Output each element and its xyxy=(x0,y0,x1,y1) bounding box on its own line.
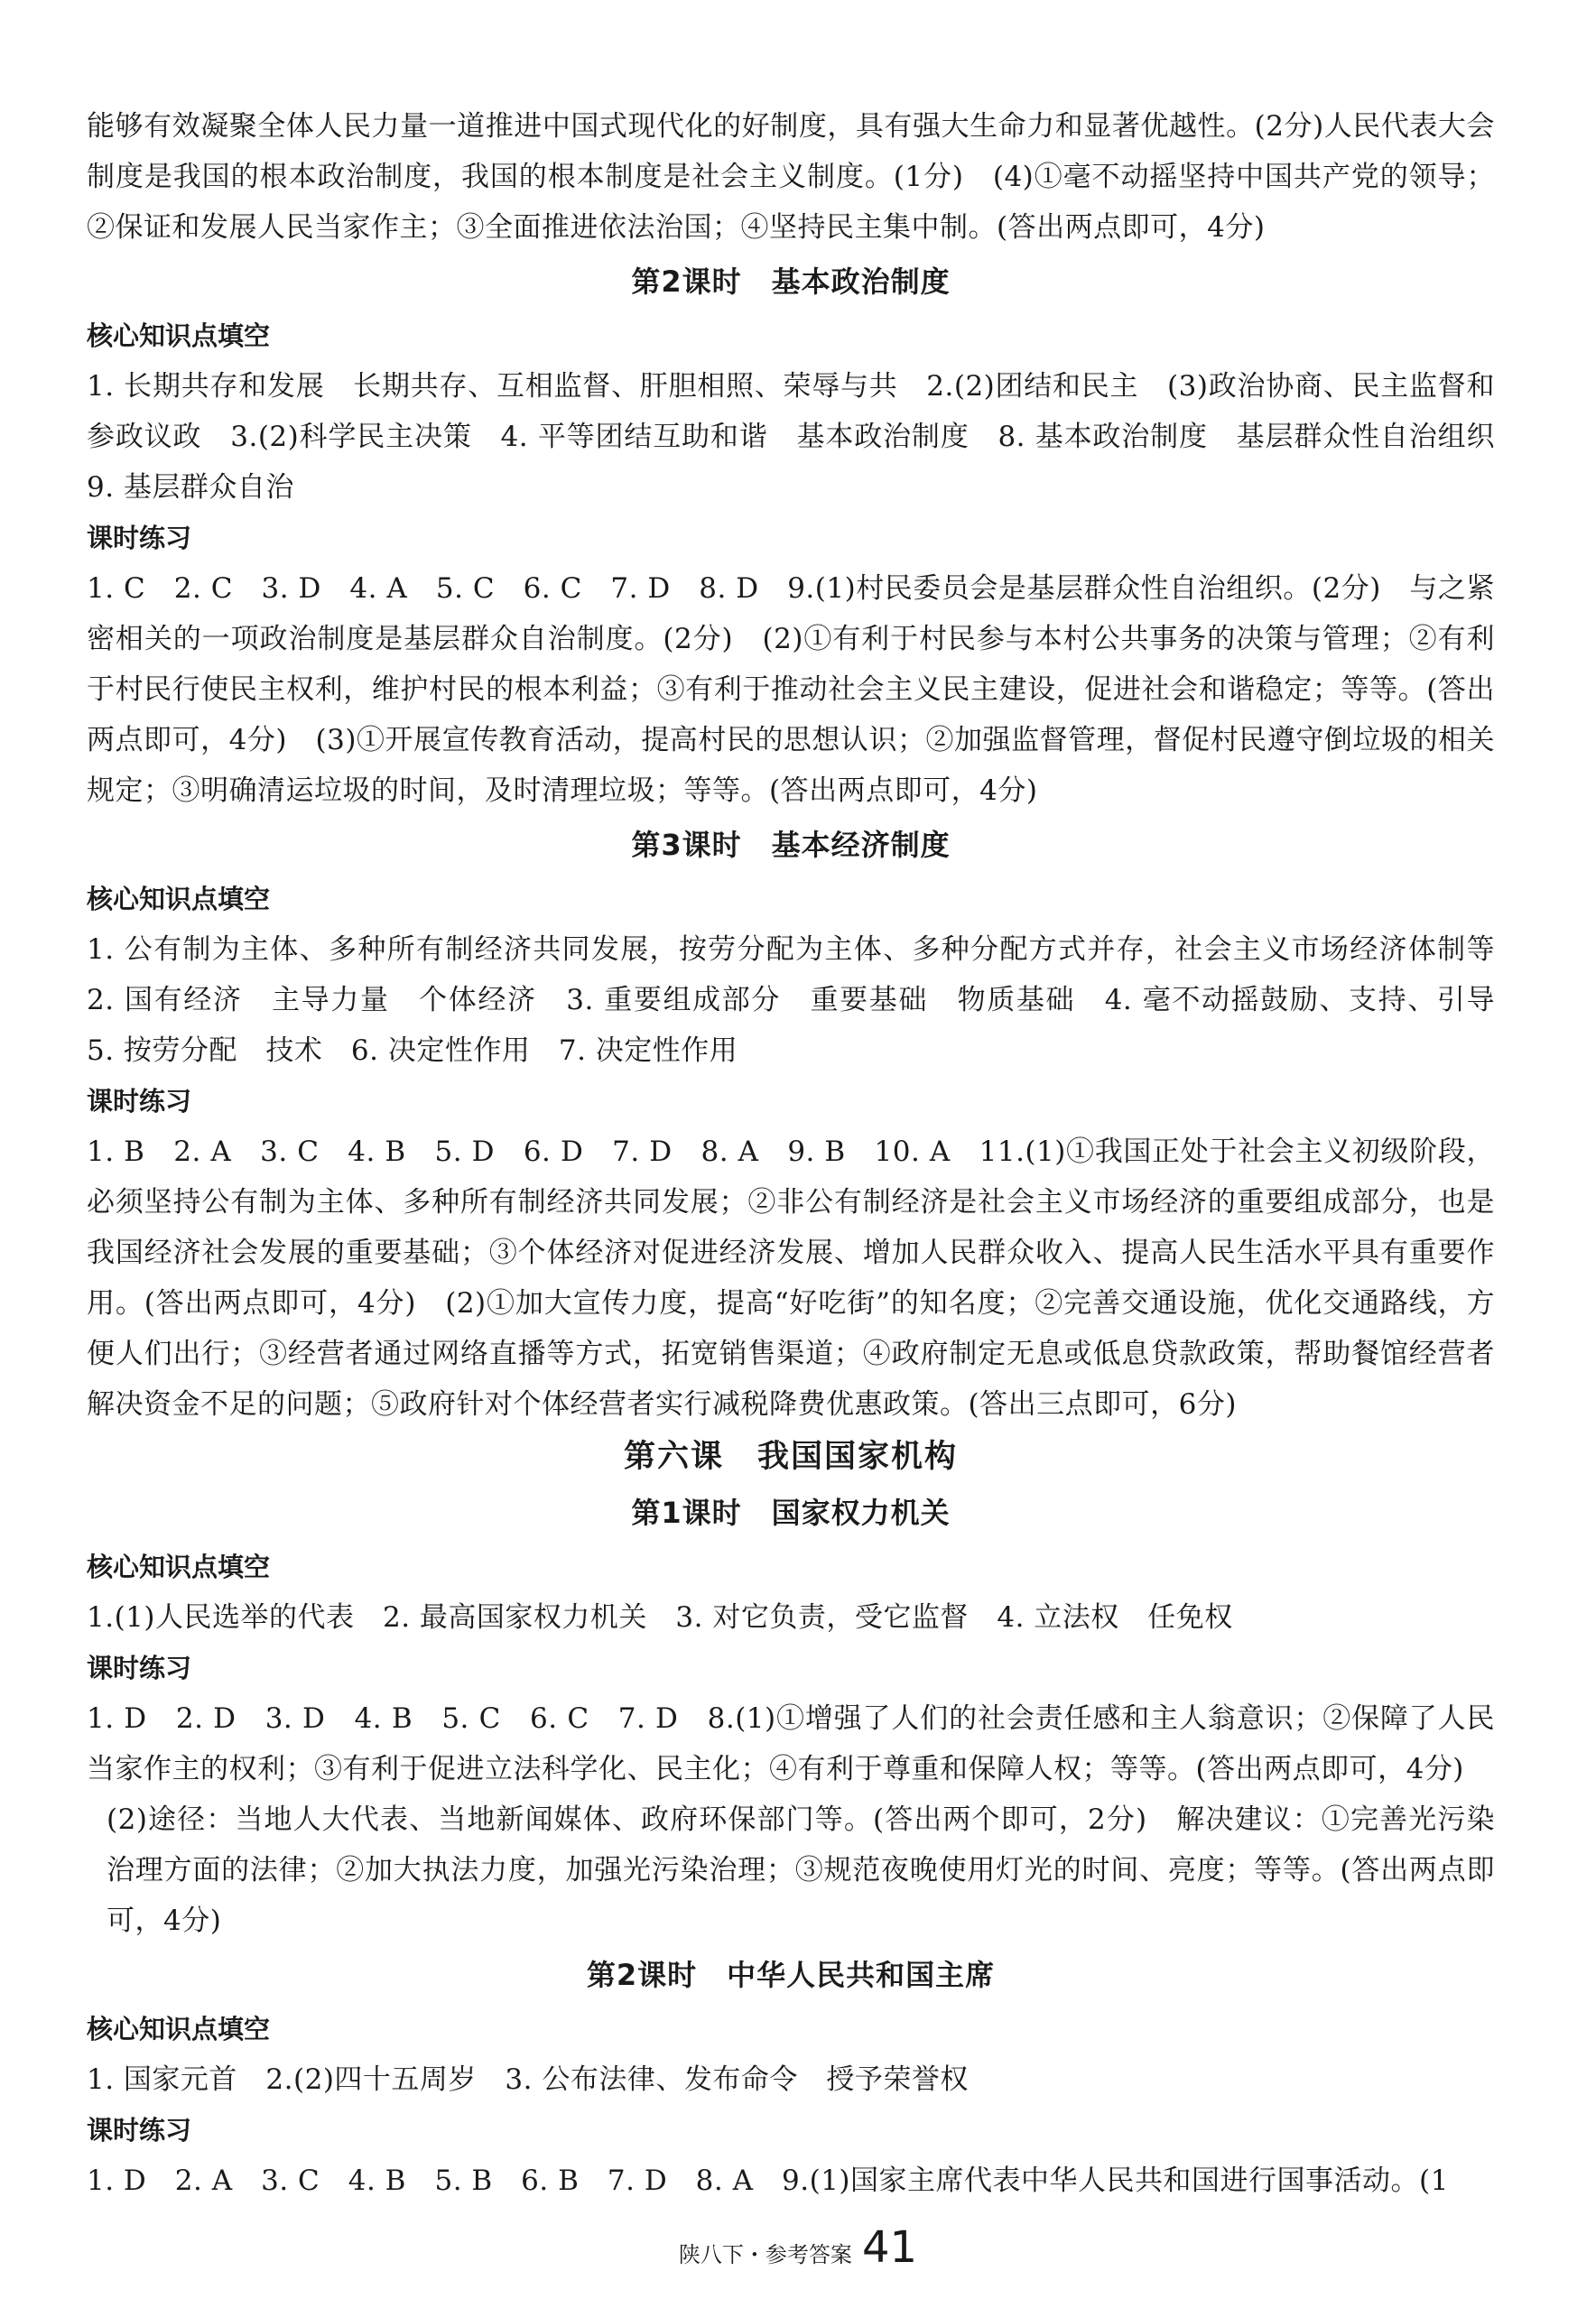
fill-in-answers: 1.(1)人民选举的代表 2. 最高国家权力机关 3. 对它负责，受它监督 4. 立法权 任免权 xyxy=(87,1601,1233,1634)
fill-in-answers: 1. 公有制为主体、多种所有制经济共同发展，按劳分配为主体、多种分配方式并存，社会主义市场经济体制等 2. 国有经济 主导力量 个体经济 3. 重要组成部分 重要基础 物质基础 4. 毫不动摇鼓励、支持、引导 5. 按劳分配 技术 6. 决定性作用 7. 决定性作用 xyxy=(87,933,1524,1067)
lesson-title: 第2课时 中华人民共和国主席 xyxy=(586,1958,996,1992)
fill-in-label: 核心知识点填空 xyxy=(87,320,271,351)
practice-label: 课时练习 xyxy=(87,1086,192,1117)
page-number: 41 xyxy=(862,2222,918,2273)
fill-in-label: 核心知识点填空 xyxy=(87,1552,271,1582)
practice-answers: 1. D 2. D 3. D 4. B 5. C 6. C 7. D 8.(1)①增强了人们的社会责任感和主人翁意识；②保障了人民当家作主的权利；③有利于促进立法科学化、民主化；④有利于尊重和保障人权；等等。(答出两点即可，4分) xyxy=(87,1702,1496,1785)
fill-in-answers: 1. 长期共存和发展 长期共存、互相监督、肝胆相照、荣辱与共 2.(2)团结和民主 (3)政治协商、民主监督和参政议政 3.(2)科学民主决策 4. 平等团结互助和谐 基本政治制度 8. 基本政治制度 基层群众性自治组织 9. 基层群众自治 xyxy=(87,370,1524,504)
fill-in-label: 核心知识点填空 xyxy=(87,884,271,914)
chapter-title: 第六课 我国国家机构 xyxy=(623,1439,958,1475)
fill-in-label: 核心知识点填空 xyxy=(87,2014,271,2044)
practice-label: 课时练习 xyxy=(87,2115,192,2146)
practice-label: 课时练习 xyxy=(87,523,192,553)
practice-label: 课时练习 xyxy=(87,1653,192,1683)
practice-answers: 1. D 2. A 3. C 4. B 5. B 6. B 7. D 8. A 9.(1)国家主席代表中华人民共和国进行国事活动。(1 xyxy=(87,2165,1449,2197)
fill-in-answers: 1. 国家元首 2.(2)四十五周岁 3. 公布法律、发布命令 授予荣誉权 xyxy=(87,2063,969,2096)
page-footer xyxy=(0,2222,1596,2273)
lesson-title: 第2课时 基本政治制度 xyxy=(631,264,951,299)
lesson-title: 第3课时 基本经济制度 xyxy=(631,828,951,862)
practice-answers: 1. C 2. C 3. D 4. A 5. C 6. C 7. D 8. D 9.(1)村民委员会是基层群众性自治组织。(2分) 与之紧密相关的一项政治制度是基层群众自治制度。(2分) (2)①有利于村民参与本村公共事务的决策与管理；②有利于村民行使民主权利，维护村民的根本利益；③有利于推动社会主义民主建设，促进社会和谐稳定；等等。(答出两点即可，4分) (3)①开展宣传教育活动，提高村民的思想认识；②加强监督管理，督促村民遵守倒垃圾的相关规定；③明确清运垃圾的时间，及时清理垃圾；等等。(答出两点即可，4分) xyxy=(87,572,1495,807)
practice-answers: 1. B 2. A 3. C 4. B 5. D 6. D 7. D 8. A 9. B 10. A 11.(1)①我国正处于社会主义初级阶段，必须坚持公有制为主体、多种所有制经济共同发展；②非公有制经济是社会主义市场经济的重要组成部分，也是我国经济社会发展的重要基础；③个体经济对促进经济发展、增加人民群众收入、提高人民生活水平具有重要作用。(答出两点即可，4分) (2)①加大宣传力度，提高“好吃街”的知名度；②完善交通设施，优化交通路线，方便人们出行；③经营者通过网络直播等方式，拓宽销售渠道；④政府制定无息或低息贷款政策，帮助餐馆经营者解决资金不足的问题；⑤政府针对个体经营者实行减税降费优惠政策。(答出三点即可，6分) xyxy=(87,1136,1495,1421)
footer-label: 陕八下・参考答案 xyxy=(678,2242,852,2267)
practice-answers-continued: (2)途径：当地人大代表、当地新闻媒体、政府环保部门等。(答出两个即可，2分) 解决建议：①完善光污染治理方面的法律；②加大执法力度，加强光污染治理；③规范夜晚使用灯光的时间、亮度；等等。(答出两点即可，4分) xyxy=(107,1803,1495,1937)
intro-paragraph: 能够有效凝聚全体人民力量一道推进中国式现代化的好制度，具有强大生命力和显著优越性。(2分)人民代表大会制度是我国的根本政治制度，我国的根本制度是社会主义制度。(1分) (4)①毫不动摇坚持中国共产党的领导；②保证和发展人民当家作主；③全面推进依法治国；④坚持民主集中制。(答出两点即可，4分) xyxy=(87,110,1495,244)
lesson-title: 第1课时 国家权力机关 xyxy=(631,1496,951,1530)
answer-page xyxy=(87,101,1524,2206)
